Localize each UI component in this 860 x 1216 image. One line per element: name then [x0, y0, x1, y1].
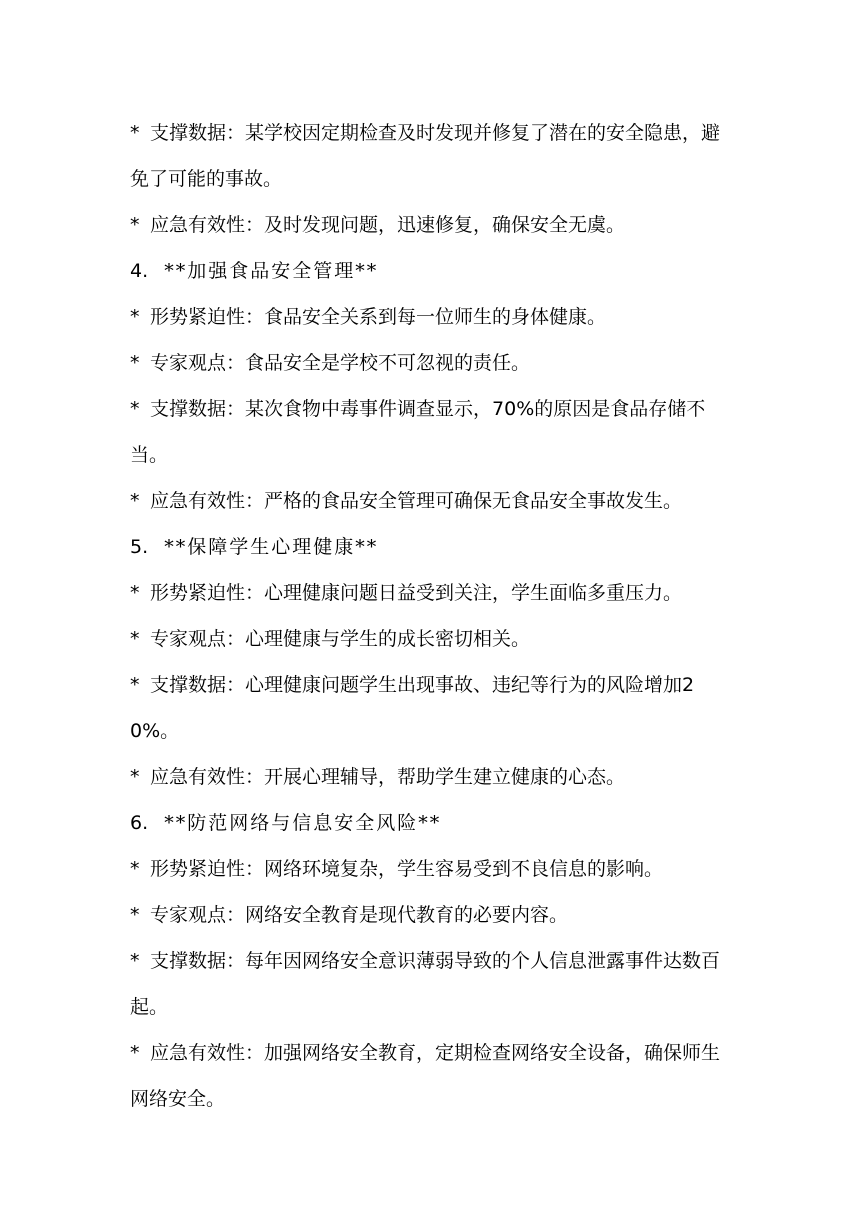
bullet-star: * — [130, 1042, 140, 1064]
bullet-item — [130, 570, 735, 616]
bullet-text: 心理健康问题学生出现事故、违纪等行为的风险增加20%。 — [130, 674, 695, 742]
bullet-star: * — [130, 766, 140, 788]
bullet-label: 应急有效性： — [150, 214, 265, 236]
section-title: **保障学生心理健康** — [164, 536, 379, 558]
bullet-label: 支撑数据： — [150, 950, 246, 972]
bullet-label: 形势紧迫性： — [150, 582, 265, 604]
bullet-text: 心理健康问题日益受到关注，学生面临多重压力。 — [264, 582, 683, 604]
bullet-text: 严格的食品安全管理可确保无食品安全事故发生。 — [264, 490, 683, 512]
bullet-item — [130, 892, 735, 938]
bullet-item — [130, 754, 735, 800]
bullet-star: * — [130, 950, 140, 972]
bullet-label: 专家观点： — [150, 904, 246, 926]
section-title: **防范网络与信息安全风险** — [164, 812, 442, 834]
bullet-star: * — [130, 858, 140, 880]
bullet-star: * — [130, 398, 140, 420]
section-title: **加强食品安全管理** — [164, 260, 379, 282]
bullet-star: * — [130, 582, 140, 604]
bullet-item — [130, 386, 735, 478]
bullet-text: 某次食物中毒事件调查显示，70%的原因是食品存储不当。 — [130, 398, 706, 466]
bullet-text: 食品安全是学校不可忽视的责任。 — [245, 352, 531, 374]
section-number: 6. — [130, 812, 149, 834]
bullet-star: * — [130, 904, 140, 926]
bullet-text: 食品安全关系到每一位师生的身体健康。 — [264, 306, 607, 328]
bullet-star: * — [130, 628, 140, 650]
bullet-item — [130, 616, 735, 662]
bullet-text: 加强网络安全教育，定期检查网络安全设备，确保师生网络安全。 — [130, 1042, 721, 1110]
bullet-text: 网络安全教育是现代教育的必要内容。 — [245, 904, 569, 926]
document-body — [130, 110, 735, 1122]
bullet-text: 网络环境复杂，学生容易受到不良信息的影响。 — [264, 858, 664, 880]
bullet-star: * — [130, 352, 140, 374]
bullet-item — [130, 202, 735, 248]
bullet-label: 应急有效性： — [150, 766, 265, 788]
section-heading — [130, 524, 735, 570]
bullet-item — [130, 846, 735, 892]
bullet-label: 专家观点： — [150, 628, 246, 650]
section-number: 5. — [130, 536, 149, 558]
bullet-item — [130, 294, 735, 340]
bullet-star: * — [130, 122, 140, 144]
bullet-star: * — [130, 490, 140, 512]
bullet-text: 及时发现问题，迅速修复，确保安全无虞。 — [264, 214, 626, 236]
bullet-item — [130, 938, 735, 1030]
bullet-text: 每年因网络安全意识薄弱导致的个人信息泄露事件达数百起。 — [130, 950, 721, 1018]
section-heading — [130, 248, 735, 294]
bullet-label: 支撑数据： — [150, 674, 246, 696]
section-number: 4. — [130, 260, 149, 282]
bullet-star: * — [130, 674, 140, 696]
bullet-item — [130, 110, 735, 202]
section-heading — [130, 800, 735, 846]
bullet-text: 开展心理辅导，帮助学生建立健康的心态。 — [264, 766, 626, 788]
bullet-star: * — [130, 306, 140, 328]
bullet-text: 某学校因定期检查及时发现并修复了潜在的安全隐患，避免了可能的事故。 — [130, 122, 721, 190]
bullet-item — [130, 478, 735, 524]
bullet-label: 支撑数据： — [150, 122, 246, 144]
bullet-label: 应急有效性： — [150, 1042, 265, 1064]
bullet-star: * — [130, 214, 140, 236]
bullet-label: 应急有效性： — [150, 490, 265, 512]
bullet-label: 支撑数据： — [150, 398, 246, 420]
bullet-item — [130, 340, 735, 386]
bullet-label: 专家观点： — [150, 352, 246, 374]
bullet-item — [130, 1030, 735, 1122]
bullet-item — [130, 662, 735, 754]
bullet-label: 形势紧迫性： — [150, 306, 265, 328]
bullet-label: 形势紧迫性： — [150, 858, 265, 880]
bullet-text: 心理健康与学生的成长密切相关。 — [245, 628, 531, 650]
